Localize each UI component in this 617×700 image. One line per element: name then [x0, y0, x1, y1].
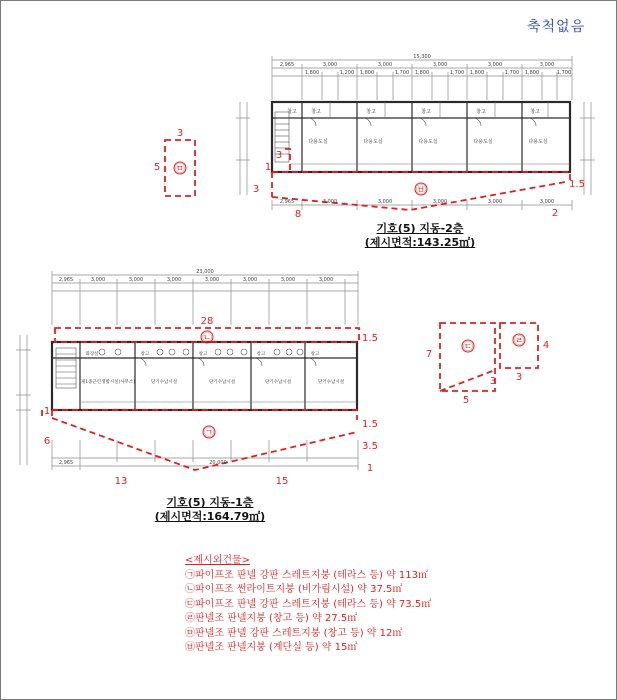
f2-dim-sub: 1,700 [394, 70, 410, 76]
f2-dim-sub: 1,800 [524, 70, 540, 76]
annex-a-num: 1 [43, 406, 51, 417]
annex-a-num: 1.5 [362, 419, 378, 430]
scale-note: 축척없음 [527, 19, 586, 35]
annex-c-num: 7 [425, 349, 433, 360]
legend-item: ㉤판넬조 판넬 강판 스레트지붕 (창고 등) 약 12㎡ [185, 627, 403, 639]
legend-title: <제시외건물> [185, 555, 251, 566]
floor1-plan [16, 271, 359, 470]
f2-dim-top: 3,000 [432, 62, 448, 68]
f1-room-label: 제1종근린생활시설(사무소) [80, 380, 136, 385]
f1-dim-top: 2,965 [58, 277, 74, 283]
f1-small-room-label: 창고 [310, 352, 320, 357]
legend-item: ㉢파이프조 판넬 강판 스레트지붕 (테라스 등) 약 73.5㎡ [185, 598, 432, 610]
annex-d-symbol: ㉣ [514, 336, 524, 347]
f1-dim-top: 3,000 [166, 277, 182, 283]
f1-dim-bottom: 20,000 [209, 460, 227, 466]
annex-a-num: 1 [366, 463, 374, 474]
annex-b-side: 1.5 [362, 333, 378, 344]
f1-dim-bottom: 2,965 [58, 460, 74, 466]
f2-small-room-label: 창고 [476, 109, 486, 115]
f1-room-label: 단기수납시설 [150, 380, 178, 385]
f1-dim-overall: 23,000 [196, 269, 214, 275]
annex-f-num: 1.5 [569, 179, 585, 190]
floor2-caption [345, 222, 495, 250]
annex-e-num: 3 [176, 128, 184, 139]
annex-a-symbol: ㉠ [204, 428, 214, 439]
annex-b-num: 28 [200, 316, 214, 327]
f2-dim-bottom: 3,000 [432, 199, 448, 205]
annex-a-num: 15 [275, 476, 289, 487]
legend-item: ㉣판넬조 판넬지붕 (창고 등) 약 27.5㎡ [185, 613, 358, 624]
annex-f-num: 3 [275, 150, 283, 161]
f1-dim-top: 3,000 [128, 277, 144, 283]
legend-item: ㉠파이프조 판넬 강판 스레트지붕 (테라스 등) 약 113㎡ [185, 569, 429, 581]
f2-dim-top: 3,000 [322, 62, 338, 68]
f2-dim-bottom: 3,000 [377, 199, 393, 205]
f2-small-room-label: 창고 [287, 109, 297, 115]
f1-room-label: 단기수납시설 [208, 380, 236, 385]
annex-b-symbol: ㉡ [202, 333, 212, 344]
annex-f-num: 8 [294, 209, 302, 220]
f2-dim-sub: 1,800 [414, 70, 430, 76]
f1-dim-top: 3,000 [280, 277, 296, 283]
annex-c-num: 5 [462, 395, 470, 406]
legend-item: ㉥판넬조 판넬지붕 (계단실 등) 약 15㎡ [185, 642, 358, 653]
f2-room-label: 다용도실 [473, 139, 493, 145]
f1-dim-top: 3,000 [318, 277, 334, 283]
f2-dim-sub: 1,800 [304, 70, 320, 76]
f2-room-label: 다용도실 [308, 139, 328, 145]
f1-small-room-label: 화장실 [85, 352, 99, 357]
f2-dim-sub: 1,700 [449, 70, 465, 76]
f2-dim-bottom: 3,000 [322, 199, 338, 205]
annex-f-num: 3 [252, 184, 260, 195]
annex-c-box [440, 323, 495, 391]
f2-dim-top: 3,000 [539, 62, 555, 68]
floor2-area: (제시면적:143.25㎡) [364, 236, 476, 249]
floor1-title: 기호(5) 지동-1층 [166, 496, 254, 509]
f2-small-room-label: 창고 [311, 109, 321, 115]
annex-f-symbol: ㉥ [416, 185, 426, 196]
annex-a-num: 13 [114, 476, 128, 487]
f2-small-room-label: 창고 [530, 109, 540, 115]
f1-dim-top: 3,000 [204, 277, 220, 283]
f1-small-room-label: 창고 [140, 352, 150, 357]
f2-dim-sub: 1,700 [556, 70, 572, 76]
f2-dim-sub: 1,700 [504, 70, 520, 76]
f1-small-room-label: 창고 [198, 352, 208, 357]
annex-e-symbol: ㉤ [175, 164, 185, 175]
f2-dim-bottom: 3,000 [539, 199, 555, 205]
annex-e-num: 5 [153, 162, 161, 173]
f2-dim-top: 3,000 [487, 62, 503, 68]
floor1-area: (제시면적:164.79㎡) [154, 510, 266, 523]
f2-small-room-label: 창고 [421, 109, 431, 115]
f1-small-room-label: 창고 [256, 352, 266, 357]
f1-dim-top: 3,000 [242, 277, 258, 283]
f2-dim-sub: 1,800 [359, 70, 375, 76]
floor1-caption [135, 496, 285, 524]
f2-room-label: 다용도실 [363, 139, 383, 145]
f2-dim-top: 3,000 [377, 62, 393, 68]
annex-d-num: 3 [515, 372, 523, 383]
annex-legend [185, 554, 431, 656]
f2-room-label: 다용도실 [418, 139, 438, 145]
annex-d-num: 4 [542, 340, 550, 351]
annex-c-symbol: ㉢ [463, 342, 473, 353]
f2-dim-sub: 1,200 [339, 70, 355, 76]
f2-dim-bottom: 3,000 [487, 199, 503, 205]
annex-a-num: 3.5 [362, 441, 378, 452]
f2-small-room-label: 창고 [366, 109, 376, 115]
annex-f-num: 2 [551, 208, 559, 219]
f2-dim-top: 2,965 [279, 62, 295, 68]
f2-dim-bottom: 2,965 [279, 199, 295, 205]
floor2-title: 기호(5) 지동-2층 [376, 222, 464, 235]
f1-room-label: 단기수납시설 [317, 380, 345, 385]
f1-dim-top: 3,000 [90, 277, 106, 283]
annex-c-num: 3 [489, 376, 497, 387]
f1-room-label: 단기수납시설 [264, 380, 292, 385]
f2-dim-overall: 15,300 [413, 54, 431, 60]
annex-f-num: 1 [264, 162, 272, 173]
f2-room-label: 다용도실 [528, 139, 548, 145]
annex-a-num: 6 [43, 436, 51, 447]
f2-dim-sub: 1,800 [469, 70, 485, 76]
legend-item: ㉡파이프조 썬라이트지붕 (비가림시설) 약 37.5㎡ [185, 584, 403, 595]
